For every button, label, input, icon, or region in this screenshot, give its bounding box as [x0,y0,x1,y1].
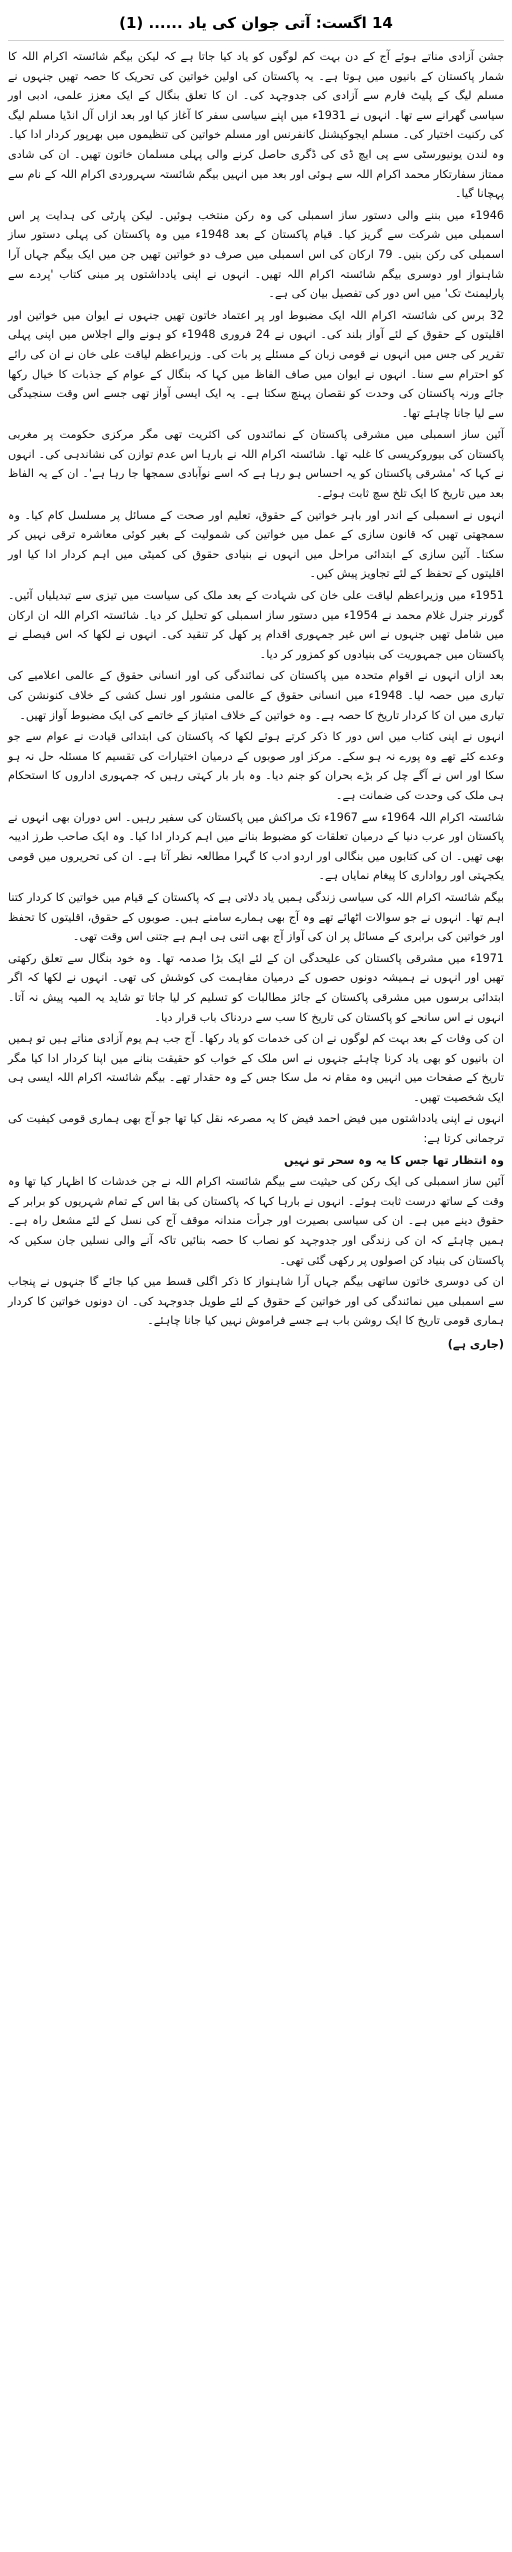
paragraph: آئین ساز اسمبلی میں مشرقی پاکستان کے نمائندوں کی اکثریت تھی مگر مرکزی حکومت پر مغربی پاکستان کی بیوروکریسی کا غلبہ تھا۔ شائستہ اکرام اللہ نے بارہا اس عدم توازن کی نشاندہی کی۔ انہوں نے کہا کہ 'مشرقی پاکستان کو یہ احساس ہو رہا ہے کہ اسے نوآبادی سمجھا جا رہا ہے'۔ ان کے یہ الفاظ بعد میں تاریخ کا ایک تلخ سچ ثابت ہوئے۔ [8,428,504,501]
paragraph: ان کی وفات کے بعد بہت کم لوگوں نے ان کی خدمات کو یاد رکھا۔ آج جب ہم یوم آزادی مناتے ہیں تو ہمیں ان بانیوں کو بھی یاد کرنا چاہئے جنہوں نے اس ملک کے خواب کو حقیقت بنانے میں اپنا کردار ادا کیا مگر تاریخ کے صفحات میں انہیں وہ مقام نہ مل سکا جس کے وہ حقدار تھے۔ بیگم شائستہ اکرام اللہ ایسی ہی ایک شخصیت تھیں۔ [8,1032,504,1104]
paragraph: آئین ساز اسمبلی کی ایک رکن کی حیثیت سے بیگم شائستہ اکرام اللہ نے جن خدشات کا اظہار کیا تھا وہ وقت کے ساتھ درست ثابت ہوئے۔ انہوں نے بارہا کہا کہ پاکستان کی بقا اس کے تمام شہریوں کو برابر کے حقوق دینے میں ہے۔ ان کی سیاسی بصیرت اور جرأت مندانہ موقف آج کی نسل کے لئے مشعل راہ ہے۔ ہمیں چاہئے کہ ان کی زندگی اور جدوجہد کو نصاب کا حصہ بنائیں تاکہ آنے والی نسلیں جان سکیں کہ پاکستان کی بنیاد کن اصولوں پر رکھی گئی تھی۔ [8,1175,504,1267]
paragraph: 1951ء میں وزیراعظم لیاقت علی خان کی شہادت کے بعد ملک کی سیاست میں تیزی سے تبدیلیاں آئیں۔ گورنر جنرل غلام محمد نے 1954ء میں دستور ساز اسمبلی کو تحلیل کر دیا۔ شائستہ اکرام اللہ ان ارکان میں شامل تھیں جنہوں نے اس غیر جمہوری اقدام پر کھل کر تنقید کی۔ انہوں نے لکھا کہ اس فیصلے نے پاکستان میں جمہوریت کی بنیادوں کو کمزور کر دیا۔ [8,589,504,661]
poetry-quote: وہ انتظار تھا جس کا یہ وہ سحر تو نہیں [284,1153,504,1167]
paragraph: 1946ء میں بننے والی دستور ساز اسمبلی کی وہ رکن منتخب ہوئیں۔ لیکن پارٹی کی ہدایت پر اس اسمبلی میں شرکت سے گریز کیا۔ قیام پاکستان کے بعد 1948ء میں وہ پاکستان کی پہلی دستور ساز اسمبلی کی رکن بنیں۔ 79 ارکان کی اس اسمبلی میں صرف دو خواتین تھیں جن میں ایک بیگم جہاں آرا شاہنواز اور دوسری بیگم شائستہ اکرام اللہ تھیں۔ انہوں نے اپنی یادداشتوں پر مبنی کتاب 'پردے سے پارلیمنٹ تک' میں اس دور کی تفصیل بیان کی ہے۔ [8,208,504,301]
column-title: 14 اگست: آتی جوان کی یاد ...... (1) [8,6,504,41]
paragraph: جشن آزادی مناتے ہوئے آج کے دن بہت کم لوگوں کو یاد کیا جاتا ہے کہ لیکن بیگم شائستہ اکرام اللہ کا شمار پاکستان کے بانیوں میں ہوتا ہے۔ یہ پاکستان کی اولین خواتین کی تحریک کا حصہ تھیں جنہوں نے مسلم لیگ کے پلیٹ فارم سے آزادی کی جدوجہد کی۔ ان کا تعلق بنگال کے ایک معزز علمی، ادبی اور سیاسی گھرانے سے تھا۔ انہوں نے 1931ء میں اپنے سیاسی سفر کا آغاز کیا اور بعد ازاں آل انڈیا مسلم لیگ کی رکنیت اختیار کی۔ مسلم ایجوکیشنل کانفرنس اور مسلم خواتین کی تنظیموں میں بھرپور کردار ادا کیا۔ وہ لندن یونیورسٹی سے پی ایچ ڈی کی ڈگری حاصل کرنے والی پہلی مسلمان خاتون تھیں۔ ان کی شادی ممتاز سفارتکار محمد اکرام اللہ سے ہوئی اور بعد میں انہیں بیگم شائستہ سہروردی اکرام اللہ کے نام سے پہچانا گیا۔ [8,50,505,201]
paragraph: انہوں نے اپنی یادداشتوں میں فیض احمد فیض کا یہ مصرعہ نقل کیا تھا جو آج بھی ہماری قومی کیفیت کی ترجمانی کرتا ہے: [8,1112,504,1146]
column-body [8,47,504,1355]
paragraph: 32 برس کی شائستہ اکرام اللہ ایک مضبوط اور پر اعتماد خاتون تھیں جنہوں نے ایوان میں خواتین اور اقلیتوں کے حقوق کے لئے آواز بلند کی۔ انہوں نے 24 فروری 1948ء کو ہونے والے اجلاس میں اپنی پہلی تقریر کی جس میں انہوں نے قومی زبان کے مسئلے پر بات کی۔ وزیراعظم لیاقت علی خان نے ان کی رائے کو احترام سے سنا۔ انہوں نے ایوان میں صاف الفاظ میں کہا کہ بنگال کے عوام کے جذبات کا خیال رکھا جائے ورنہ پاکستان کی وحدت کو نقصان پہنچ سکتا ہے۔ یہ ایک ایسی آواز تھی جسے اس وقت سنجیدگی سے لیا جانا چاہئے تھا۔ [8,308,504,420]
continued-note: (جاری ہے) [447,1338,504,1351]
paragraph: انہوں نے اسمبلی کے اندر اور باہر خواتین کے حقوق، تعلیم اور صحت کے مسائل پر مسلسل کام کیا۔ وہ سمجھتی تھیں کہ قانون سازی کے عمل میں خواتین کی شمولیت کے بغیر کوئی معاشرہ ترقی نہیں کر سکتا۔ آئین سازی کے ابتدائی مراحل میں انہوں نے بنیادی حقوق کی کمیٹی میں اہم کردار ادا کیا اور اقلیتوں کے تحفظ کے لئے تجاویز پیش کیں۔ [8,508,504,581]
paragraph: ان کی دوسری خاتون ساتھی بیگم جہاں آرا شاہنواز کا ذکر اگلی قسط میں کیا جائے گا جنہوں نے پنجاب سے اسمبلی میں نمائندگی کی اور خواتین کے حقوق کے لئے طویل جدوجہد کی۔ ان دونوں خواتین کا کردار ہماری قومی تاریخ کا ایک روشن باب ہے جسے فراموش نہیں کیا جانا چاہئے۔ [8,1275,504,1328]
paragraph: شائستہ اکرام اللہ 1964ء سے 1967ء تک مراکش میں پاکستان کی سفیر رہیں۔ اس دوران بھی انہوں نے پاکستان اور عرب دنیا کے درمیان تعلقات کو مضبوط بنانے میں اہم کردار ادا کیا۔ وہ ایک صاحب طرز ادیبہ بھی تھیں۔ ان کی کتابوں میں بنگالی اور اردو ادب کا گہرا مطالعہ نظر آتا ہے۔ ان کی تحریروں میں قومی یکجہتی اور رواداری کا پیغام نمایاں ہے۔ [8,810,504,883]
paragraph: بعد ازاں انہوں نے اقوام متحدہ میں پاکستان کی نمائندگی کی اور انسانی حقوق کے عالمی اعلامیے کی تیاری میں حصہ لیا۔ 1948ء میں انسانی حقوق کے عالمی منشور اور نسل کشی کے خلاف کنونشن کی تیاری میں ان کا کردار تاریخ کا حصہ ہے۔ وہ خواتین کے خلاف امتیاز کے خاتمے کی ایک مضبوط آواز تھیں۔ [8,669,504,722]
paragraph: 1971ء میں مشرقی پاکستان کی علیحدگی ان کے لئے ایک بڑا صدمہ تھا۔ وہ خود بنگال سے تعلق رکھتی تھیں اور انہوں نے ہمیشہ دونوں حصوں کے درمیان مفاہمت کی کوشش کی تھی۔ انہوں نے لکھا کہ اگر ابتدائی برسوں میں مشرقی پاکستان کے جائز مطالبات کو تسلیم کر لیا جاتا تو شاید یہ المیہ پیش نہ آتا۔ انہوں نے اس سانحے کو پاکستان کی تاریخ کا سب سے دردناک باب قرار دیا۔ [8,951,504,1024]
paragraph: انہوں نے اپنی کتاب میں اس دور کا ذکر کرتے ہوئے لکھا کہ پاکستان کی ابتدائی قیادت نے عوام سے جو وعدے کئے تھے وہ پورے نہ ہو سکے۔ مرکز اور صوبوں کے درمیان اختیارات کی تقسیم کا مسئلہ حل نہ ہو سکا اور اس نے آگے چل کر بڑے بحران کو جنم دیا۔ وہ بار بار کہتی رہیں کہ جمہوری اداروں کا استحکام ہی ملک کی وحدت کی ضمانت ہے۔ [8,730,504,802]
paragraph: بیگم شائستہ اکرام اللہ کی سیاسی زندگی ہمیں یاد دلاتی ہے کہ پاکستان کے قیام میں خواتین کا کردار کتنا اہم تھا۔ انہوں نے جو سوالات اٹھائے تھے وہ آج بھی ہمارے سامنے ہیں۔ صوبوں کے حقوق، اقلیتوں کا تحفظ اور خواتین کی برابری کے مسائل پر ان کی آواز آج بھی اتنی ہی اہم ہے جتنی اس وقت تھی۔ [8,890,504,944]
